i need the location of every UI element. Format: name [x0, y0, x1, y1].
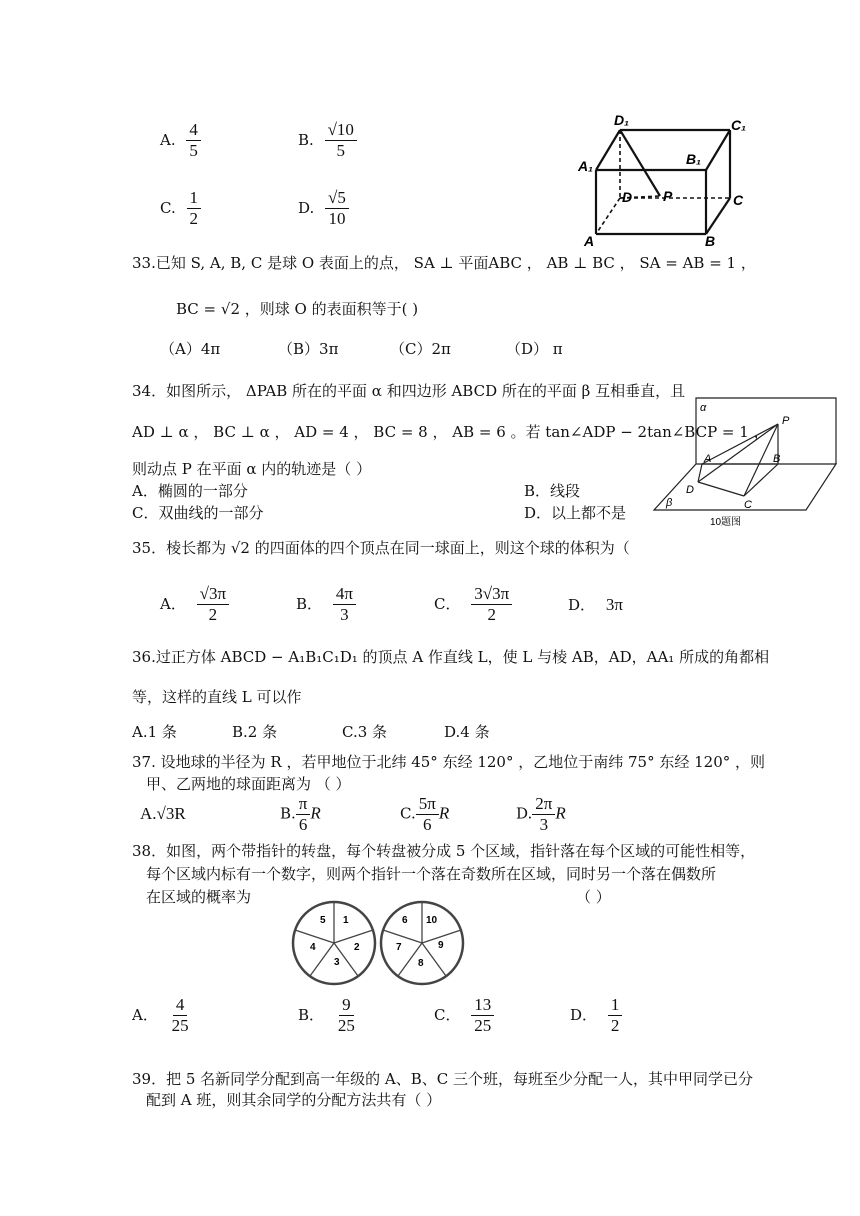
q38-option-c-fraction: $\frac{13}{25}$	[471, 995, 494, 1036]
q32-option-b-fraction: $\frac{√10}{5}$	[325, 120, 357, 161]
q34-stem-line1: 34．如图所示， ΔPAB 所在的平面 α 和四边形 ABCD 所在的平面 β 互相垂直，且	[132, 382, 686, 400]
wheel2-number-10: 10	[426, 915, 438, 926]
cube-label-p: P	[663, 188, 673, 204]
q38-option-a: A． $\frac{4}{25}$	[132, 995, 192, 1036]
q34-option-a: A．椭圆的一部分	[132, 482, 248, 500]
q36-stem-line2: 等，这样的直线 L 可以作	[132, 688, 302, 706]
q32-option-b: B. $\frac{√10}{5}$	[298, 120, 357, 161]
q35-option-c-fraction: $\frac{3√3\pi}{2}$	[471, 584, 512, 625]
q37-option-d-fraction: $\frac{2\pi}{3}$	[532, 794, 555, 835]
q38-stem-line1: 38．如图，两个带指针的转盘，每个转盘被分成 5 个区域，指针落在每个区域的可能性相等，	[132, 842, 756, 860]
q35-option-c: C． $\frac{3√3\pi}{2}$	[434, 584, 512, 625]
figure-label-alpha: α	[700, 402, 707, 414]
cube-label-a1: A₁	[578, 158, 594, 174]
q38-stem-line3: 在区域的概率为	[146, 888, 252, 906]
q33-stem-line1: 33.已知 S, A, B, C 是球 O 表面上的点， SA ⊥ 平面ABC ， AB ⊥ BC ， SA = AB = 1 ，	[132, 254, 756, 272]
q34-stem-line3: 则动点 P 在平面 α 内的轨迹是（ ）	[132, 460, 372, 478]
q37-option-c-fraction: $\frac{5\pi}{6}$	[416, 794, 439, 835]
q33-stem-line2: BC = √2 ，则球 O 的表面积等于( )	[176, 300, 419, 318]
q37-option-b-fraction: $\frac{\pi}{6}$	[296, 794, 311, 835]
cube-label-a: A	[584, 233, 595, 249]
q33-option-a: （A）4π	[160, 340, 221, 358]
q39-stem-line1: 39．把 5 名新同学分配到高一年级的 A、B、C 三个班，每班至少分配一人，其中甲同学已分	[132, 1070, 754, 1088]
q37-option-a: A.√3R	[140, 804, 186, 823]
figure-caption: 10题图	[710, 517, 742, 528]
q36-option-d: D.4 条	[444, 723, 490, 741]
q38-option-c: C． $\frac{13}{25}$	[434, 995, 494, 1036]
wheel1-number-4: 4	[310, 942, 316, 953]
q32-option-c: C. $\frac{1}{2}$	[160, 188, 201, 229]
q33-option-c: （C）2π	[390, 340, 451, 358]
figure-label-c: C	[744, 499, 752, 511]
q38-option-d: D． $\frac{1}{2}$	[570, 995, 622, 1036]
q38-option-d-fraction: $\frac{1}{2}$	[608, 995, 623, 1036]
wheel2-number-9: 9	[438, 940, 444, 951]
q35-stem: 35．棱长都为 √2 的四面体的四个顶点在同一球面上，则这个球的体积为（	[132, 539, 630, 557]
wheel1-number-2: 2	[354, 942, 360, 953]
q38-answer-paren: （ ）	[576, 888, 611, 906]
q35-option-b: B． $\frac{4\pi}{3}$	[296, 584, 356, 625]
figure-label-a: A	[704, 453, 712, 465]
q35-option-d: D． 3π	[568, 595, 623, 614]
q32-option-a-fraction: $\frac{4}{5}$	[186, 120, 201, 161]
spinner-wheels	[290, 898, 470, 988]
q39-stem-line2: 配到 A 班，则其余同学的分配方法共有（ ）	[146, 1091, 442, 1109]
q32-option-d-fraction: $\frac{√5}{10}$	[325, 188, 349, 229]
q33-option-b: （B）3π	[278, 340, 339, 358]
cube-figure	[578, 108, 753, 250]
q37-option-b: B. $\frac{\pi}{6}$ R	[280, 794, 321, 834]
q37-option-d: D. $\frac{2\pi}{3}$ R	[516, 794, 566, 834]
figure-label-b: B	[773, 453, 781, 465]
q36-option-c: C.3 条	[342, 723, 388, 741]
q36-option-a: A.1 条	[132, 723, 177, 741]
q35-option-a: A． $\frac{√3\pi}{2}$	[160, 584, 229, 625]
q33-option-d: （D） π	[506, 340, 563, 358]
q36-option-b: B.2 条	[232, 723, 278, 741]
cube-label-d: D	[622, 189, 633, 205]
figure-label-beta: β	[666, 497, 673, 509]
cube-label-c1: C₁	[731, 117, 747, 133]
q38-option-a-fraction: $\frac{4}{25}$	[171, 995, 189, 1035]
wheel1-number-1: 1	[343, 915, 349, 926]
q37-stem-line2: 甲、乙两地的球面距离为 （ ）	[146, 775, 351, 793]
wheel2-number-6: 6	[402, 915, 408, 926]
cube-label-b1: B₁	[686, 151, 702, 167]
q37-stem-line1: 37. 设地球的半径为 R ，若甲地位于北纬 45° 东经 120° ，乙地位于南纬 75° 东经 120° ，则	[132, 753, 766, 771]
q34-option-d: D．以上都不是	[524, 504, 627, 522]
q32-option-c-fraction: $\frac{1}{2}$	[187, 188, 202, 229]
q35-option-b-fraction: $\frac{4\pi}{3}$	[333, 584, 356, 625]
wheel2-number-8: 8	[418, 958, 424, 969]
q32-option-a: A. $\frac{4}{5}$	[160, 120, 201, 161]
planes-figure	[640, 394, 840, 530]
wheel1-number-5: 5	[320, 915, 326, 926]
q34-option-c: C．双曲线的一部分	[132, 504, 264, 522]
q32-option-d: D. $\frac{√5}{10}$	[298, 188, 349, 229]
cube-label-d1: D₁	[614, 112, 630, 128]
figure-label-p: P	[782, 415, 790, 427]
q38-stem-line2: 每个区域内标有一个数字，则两个指针一个落在奇数所在区域，同时另一个落在偶数所	[146, 865, 717, 883]
q34-option-b: B．线段	[524, 482, 581, 500]
wheel1-number-3: 3	[334, 957, 340, 968]
cube-label-b: B	[705, 233, 716, 249]
q38-option-b: B． $\frac{9}{25}$	[298, 995, 358, 1036]
q34-stem-line2: AD ⊥ α ， BC ⊥ α ， AD = 4 ， BC = 8 ， AB = 6 。若 tan∠ADP − 2tan∠BCP = 1 ，	[132, 423, 769, 441]
q38-option-b-fraction: $\frac{9}{25}$	[337, 995, 355, 1035]
wheel2-number-7: 7	[396, 942, 402, 953]
q37-option-c: C. $\frac{5\pi}{6}$ R	[400, 794, 450, 834]
cube-label-c: C	[733, 192, 744, 208]
q35-option-a-fraction: $\frac{√3\pi}{2}$	[197, 584, 229, 625]
q36-stem-line1: 36.过正方体 ABCD − A₁B₁C₁D₁ 的顶点 A 作直线 L，使 L 与棱 AB，AD，AA₁ 所成的角都相	[132, 648, 770, 666]
figure-label-d: D	[686, 484, 694, 496]
